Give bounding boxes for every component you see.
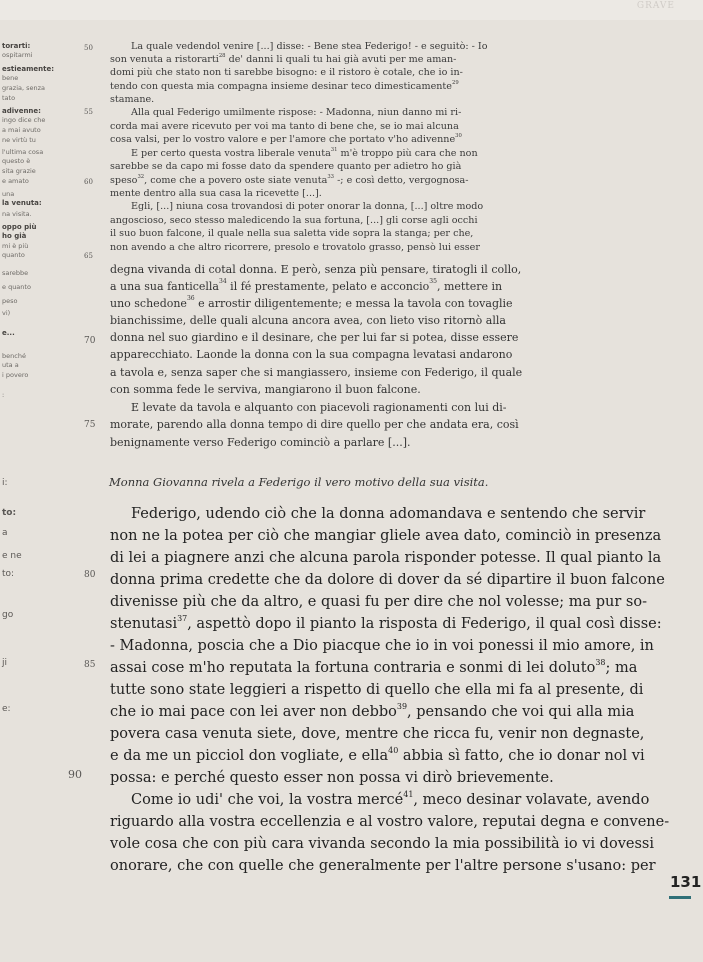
margin-note: a: [2, 528, 8, 538]
margin-note: na visita.: [2, 210, 32, 218]
margin-note: to:: [2, 569, 15, 579]
text-line: il suo buon falcone, il quale nella sua saletta vide sopra la stanga; per che,: [110, 228, 474, 239]
margin-note: vi): [2, 309, 11, 317]
footnote-ref: 38: [595, 658, 606, 667]
margin-note: questo è: [2, 157, 31, 165]
line-number: 85: [84, 660, 96, 670]
footnote-ref: 40: [388, 746, 399, 755]
footnote-ref: 30: [455, 133, 462, 139]
footnote-ref: 31: [330, 147, 338, 153]
line-number: 55: [84, 108, 93, 116]
text-line: - Madonna, poscia che a Dio piacque che io in voi ponessi il mio amore, in: [110, 638, 654, 654]
footnote-ref: 37: [177, 614, 188, 623]
text-line: a tavola e, senza saper che si mangiassero, insieme con Federigo, il quale: [110, 366, 523, 379]
text-line: onorare, che con quelle che generalmente per l'altre persone s'usano: per: [110, 858, 656, 874]
text-line: possa: e perché questo esser non possa vi dirò brievemente.: [110, 770, 554, 786]
text-line: morate, parendo alla donna tempo di dire quello per che andata era, così: [110, 418, 519, 431]
top-strip: [0, 0, 703, 20]
margin-note: grazia, senza: [2, 84, 46, 92]
text-line: divenisse più che da altro, e quasi fu per dire che nol volesse; ma pur so-: [110, 594, 647, 610]
margin-note: e amato: [2, 177, 29, 185]
margin-note: to:: [2, 508, 17, 518]
text-line: stenutasi$^{37}$, aspettò dopo il pianto la risposta di Federigo, il qual così disse:: [110, 614, 662, 632]
margin-note: a mai avuto: [2, 126, 41, 134]
text-line: domi più che stato non ti sarebbe bisogno: e il ristoro è cotale, che io in-: [110, 67, 463, 78]
text-line: donna prima credette che da dolore di dover da sé dipartire il buon falcone: [110, 572, 665, 588]
text-line: non ne la potea per ciò che mangiar gliele avea dato, cominciò in presenza: [110, 528, 662, 544]
margin-glossary: [0, 0, 92, 962]
text-line: tendo con questa mia compagna insieme desinar teco dimesticamente$^{29}$: [110, 80, 459, 92]
line-number: 80: [84, 570, 96, 580]
footnote-ref: 35: [429, 278, 437, 285]
text-line: con somma fede le serviva, mangiarono il buon falcone.: [110, 383, 421, 396]
section-heading: Monna Giovanna rivela a Federigo il vero motivo della sua visita.: [109, 475, 489, 489]
margin-note: ospitarmi: [2, 51, 33, 59]
footnote-ref: 33: [327, 174, 335, 180]
text-line: riguardo alla vostra eccellenzia e al vostro valore, reputai degna e convene-: [110, 814, 670, 830]
margin-note: tato: [2, 94, 16, 102]
margin-note: e quanto: [2, 283, 31, 291]
margin-note: e...: [2, 329, 15, 337]
text-line: bianchissime, delle quali alcuna ancora avea, con lieto viso ritornò alla: [110, 314, 506, 327]
page-number: 131: [670, 873, 702, 891]
text-line: E levate da tavola e alquanto con piacevoli ragionamenti con lui di-: [131, 401, 507, 414]
text-line: angoscioso, seco stesso maledicendo la sua fortuna, [...] gli corse agli occhi: [110, 215, 478, 226]
margin-note: oppo più: [2, 223, 37, 231]
margin-note: sarebbe: [2, 269, 29, 277]
text-line: uno schedone$^{36}$ e arrostir diligentemente; e messa la tavola con tovaglie: [110, 295, 513, 310]
line-number: 65: [84, 252, 93, 260]
footnote-ref: 39: [396, 702, 408, 711]
text-line: benignamente verso Federigo cominciò a parlare [...].: [110, 436, 411, 449]
margin-note: mi è più: [2, 242, 29, 250]
margin-note: ji: [2, 658, 8, 668]
margin-note: torarti:: [2, 42, 31, 50]
text-line: speso$^{32}$, come che a povero oste siate venuta$^{33}$ -; e così detto, vergognosa-: [110, 174, 469, 186]
margin-note: ingo dice che: [2, 116, 46, 124]
text-line: Federigo, udendo ciò che la donna adomandava e sentendo che servir: [131, 506, 646, 522]
line-number: 75: [84, 420, 96, 430]
footnote-ref: 32: [137, 174, 145, 180]
footnote-ref: 34: [218, 278, 227, 285]
page-number-bar: [669, 896, 691, 899]
text-line: La quale vedendol venire [...] disse: - Bene stea Federigo! - e seguitò: - Io: [131, 41, 488, 52]
text-line: E per certo questa vostra liberale venuta$^{31}$ m'è troppo più cara che non: [131, 147, 478, 159]
margin-note: e ne: [2, 551, 22, 561]
line-number: 70: [84, 336, 96, 346]
margin-note: estieamente:: [2, 65, 55, 73]
line-number: 50: [84, 44, 93, 52]
margin-note: e:: [2, 704, 11, 714]
text-line: Egli, [...] niuna cosa trovandosi di poter onorar la donna, [...] oltre modo: [131, 201, 484, 212]
text-line: non avendo a che altro ricorrere, presolo e trovatolo grasso, pensò lui esser: [110, 242, 480, 253]
text-line: cosa valsi, per lo vostro valore e per l'amore che portato v'ho adivenne$^{30}$: [110, 133, 462, 145]
text-line: vole cosa che con più cara vivanda secondo la mia possibilità io vi dovessi: [110, 836, 654, 852]
text-line: stamane.: [110, 94, 155, 105]
text-line: a una sua fanticella$^{34}$ il fé prestamente, pelato e acconcio$^{35}$, mettere in: [110, 278, 503, 293]
text-line: che io mai pace con lei aver non debbo$^{39}$, pensando che voi qui alla mia: [110, 702, 635, 720]
margin-note: i povero: [2, 371, 29, 379]
text-line: Come io udi' che voi, la vostra mercé$^{41}$, meco desinar volavate, avendo: [131, 790, 650, 808]
text-line: e da me un picciol don vogliate, e ella$^{40}$ abbia sì fatto, che io donar nol vi: [110, 746, 645, 764]
text-line: tutte sono state leggieri a rispetto di quello che ella mi fa al presente, di: [110, 682, 644, 698]
text-line: degna vivanda di cotal donna. E però, senza più pensare, tiratogli il collo,: [110, 263, 522, 276]
margin-note: uta a: [2, 361, 19, 369]
text-line: povera casa venuta siete, dove, mentre che ricca fu, venir non degnaste,: [110, 726, 645, 742]
margin-note: :: [2, 391, 5, 399]
text-line: sarebbe se da capo mi fosse dato da spendere quanto per adietro ho già: [110, 161, 462, 172]
margin-note: i:: [2, 478, 8, 488]
line-number: 60: [84, 178, 93, 186]
text-line: corda mai avere ricevuto per voi ma tanto di bene che, se io mai alcuna: [110, 121, 459, 132]
margin-note: una: [2, 190, 15, 198]
text-line: Alla qual Federigo umilmente rispose: - Madonna, niun danno mi ri-: [131, 107, 462, 118]
footnote-ref: 36: [186, 295, 195, 302]
margin-note: l'ultima cosa: [2, 148, 44, 156]
margin-note: quanto: [2, 251, 25, 259]
text-line: di lei a piagnere anzi che alcuna parola risponder potesse. Il qual pianto la: [110, 550, 662, 566]
line-number: 90: [68, 768, 82, 781]
text-line: son venuta a ristorarti$^{28}$ de' danni li quali tu hai già avuti per me aman-: [110, 53, 457, 65]
margin-note: benché: [2, 352, 26, 360]
margin-note: ne virtù tu: [2, 136, 36, 144]
margin-note: adivenne:: [2, 107, 41, 115]
text-line: mente dentro alla sua casa la ricevette [...].: [110, 188, 322, 199]
margin-note: go: [2, 610, 14, 620]
text-line: apparecchiato. Laonde la donna con la sua compagna levatasi andarono: [110, 348, 513, 361]
margin-note: la venuta:: [2, 199, 42, 207]
margin-note: sita grazie: [2, 167, 36, 175]
margin-note: bene: [2, 74, 19, 82]
footnote-ref: 29: [451, 80, 459, 86]
footnote-ref: 41: [403, 790, 414, 799]
watermark: GRAVE: [636, 1, 675, 11]
margin-note: peso: [2, 297, 18, 305]
footnote-ref: 28: [218, 53, 226, 59]
text-line: assai cose m'ho reputata la fortuna contraria e sonmi di lei doluto$^{38}$; ma: [110, 658, 638, 676]
text-line: donna nel suo giardino e il desinare, che per lui far si potea, disse essere: [110, 331, 519, 344]
margin-note: ho già: [2, 232, 27, 240]
